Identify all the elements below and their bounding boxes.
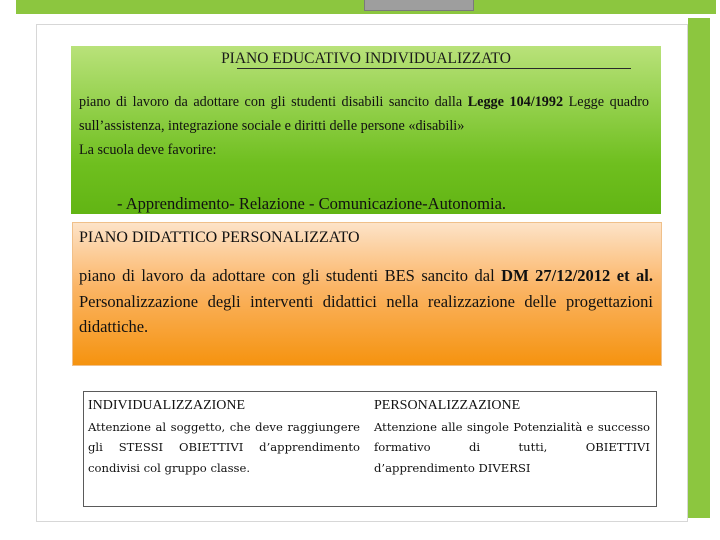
- individualization-column: [88, 396, 360, 478]
- pei-title: PIANO EDUCATIVO INDIVIDUALIZZATO: [221, 50, 511, 67]
- pei-title-underline: [237, 68, 631, 69]
- pei-description: [79, 90, 649, 162]
- pei-box: [71, 46, 661, 214]
- pdp-box: [72, 222, 662, 366]
- pdp-body-pre: piano di lavoro da adottare con gli studenti BES sancito dal: [79, 266, 502, 285]
- individualization-heading: INDIVIDUALIZZAZIONE: [88, 398, 246, 413]
- pei-body-post: Legge quadro sull’assistenza, integrazione sociale e diritti delle persone «disabili»: [79, 94, 650, 134]
- pei-law: Legge 104/1992: [467, 94, 564, 110]
- pdp-body-post: Personalizzazione degli interventi didattici nella realizzazione delle progettazioni didattiche.: [79, 291, 653, 336]
- personalization-text: Attenzione alle singole Potenzialità e successo formativo di tutti, OBIETTIVI d’apprendimento DIVERSI: [374, 419, 650, 475]
- individualization-text: Attenzione al soggetto, che deve raggiungere gli STESSI OBIETTIVI d’apprendimento condivisi col gruppo classe.: [88, 419, 360, 475]
- pdp-decree: DM 27/12/2012 et al.: [501, 266, 653, 285]
- pdp-title: PIANO DIDATTICO PERSONALIZZATO: [79, 229, 360, 246]
- right-accent-strip: [688, 18, 710, 518]
- pei-body-pre: piano di lavoro da adottare con gli studenti disabili sancito dalla: [79, 94, 468, 110]
- top-grey-tab: [364, 0, 474, 11]
- personalization-column: [374, 396, 650, 478]
- pei-goals: - Apprendimento- Relazione - Comunicazione-Autonomia.: [117, 194, 507, 213]
- pdp-description: [79, 263, 653, 340]
- comparison-box: [83, 391, 657, 507]
- pei-favor: La scuola deve favorire:: [79, 142, 217, 158]
- personalization-heading: PERSONALIZZAZIONE: [374, 398, 521, 413]
